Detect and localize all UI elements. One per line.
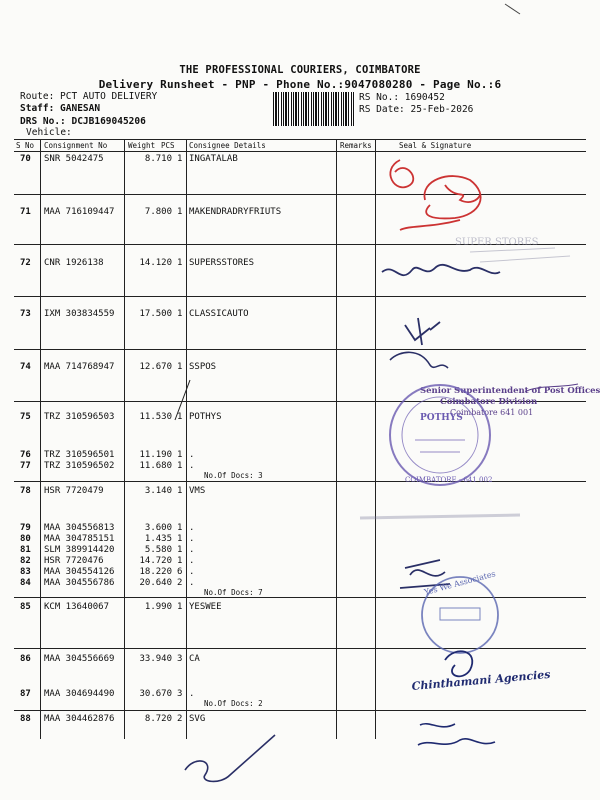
row-weight: 11.530 [139, 412, 172, 422]
row-consignee: . [189, 450, 195, 460]
row-weight: 3.140 [144, 486, 172, 496]
row-sno: 70 [20, 154, 31, 164]
row-pcs: 1 [177, 486, 183, 496]
row-consignment-no: MAA 304694490 [44, 689, 115, 699]
docs-count-note: No.Of Docs: 2 [204, 699, 263, 708]
row-sno: 75 [20, 412, 31, 422]
signature-72 [382, 265, 500, 275]
row-pcs: 1 [177, 450, 183, 460]
staff-label: Staff: GANESAN [20, 103, 101, 114]
vehicle-label: Vehicle: [26, 127, 72, 138]
stamp-superintendent-line1: Senior Superintendent of Post Offices [420, 386, 600, 396]
stamp-superintendent-line3: Coimbatore 641 001 [450, 408, 534, 417]
row-consignee: . [189, 689, 195, 699]
red-signature [390, 160, 480, 230]
row-consignee: . [189, 461, 195, 471]
col-header-consignee: Consignee Details [189, 141, 266, 150]
stamp-yes-we: Yes We Associates [423, 569, 497, 597]
row-consignment-no: HSR 7720479 [44, 486, 104, 496]
row-weight: 8.710 [144, 154, 172, 164]
row-pcs: 1 [177, 362, 183, 372]
row-consignee: . [189, 534, 195, 544]
col-header-sno: S No [16, 141, 35, 150]
stamp-chinthamani: Chinthamani Agencies [411, 667, 551, 693]
post-office-stamp [390, 352, 600, 417]
row-sno: 81 [20, 545, 31, 555]
col-header-seal-signature: Seal & Signature [399, 141, 472, 150]
row-weight: 1.435 [144, 534, 172, 544]
row-sno: 79 [20, 523, 31, 533]
rs-date: RS Date: 25-Feb-2026 [359, 104, 474, 115]
row-consignment-no: SNR 5042475 [44, 154, 104, 164]
row-consignment-no: TRZ 310596501 [44, 450, 115, 460]
rs-number: RS No.: 1690452 [359, 92, 445, 103]
col-header-consignment: Consignment No [44, 141, 108, 150]
chinthamani-signature [411, 651, 551, 693]
corner-mark [505, 4, 520, 14]
row-sno: 77 [20, 461, 31, 471]
row-sno: 86 [20, 654, 31, 664]
row-weight: 5.580 [144, 545, 172, 555]
row-consignee: . [189, 556, 195, 566]
stamp-superintendent-line2: Coimbatore Division [440, 397, 538, 407]
row-sno: 73 [20, 309, 31, 319]
row-weight: 11.190 [139, 450, 172, 460]
row-weight: 14.120 [139, 258, 172, 268]
signature-73 [405, 318, 440, 345]
row-weight: 14.720 [139, 556, 172, 566]
row-pcs: 2 [177, 578, 183, 588]
row-consignment-no: MAA 304785151 [44, 534, 115, 544]
stamp-super-stores: SUPER STORES [455, 237, 539, 248]
row-weight: 30.670 [139, 689, 172, 699]
runsheet-subtitle: Delivery Runsheet - PNP - Phone No.:9047080280 - Page No.:6 [98, 78, 502, 91]
row-weight: 11.680 [139, 461, 172, 471]
row-sno: 80 [20, 534, 31, 544]
col-header-remarks: Remarks [340, 141, 372, 150]
super-stores-stamp [455, 237, 570, 262]
row-weight: 17.500 [139, 309, 172, 319]
row-consignee: POTHYS [189, 412, 222, 422]
row-consignee: . [189, 523, 195, 533]
row-consignee: SVG [189, 714, 206, 724]
docs-count-note: No.Of Docs: 3 [204, 471, 263, 480]
row-pcs: 3 [177, 654, 183, 664]
row-weight: 8.720 [144, 714, 172, 724]
row-consignment-no: CNR 1926138 [44, 258, 104, 268]
row-pcs: 6 [177, 567, 183, 577]
row-pcs: 1 [177, 534, 183, 544]
stamp-pothys: POTHYS [420, 413, 463, 423]
row-consignee: SUPERSSTORES [189, 258, 255, 268]
row-pcs: 2 [177, 714, 183, 724]
row-pcs: 1 [177, 207, 183, 217]
bottom-scribble [185, 735, 275, 781]
row-pcs: 1 [177, 412, 183, 422]
row-consignee: CLASSICAUTO [189, 309, 249, 319]
row-sno: 78 [20, 486, 31, 496]
row-consignee: . [189, 578, 195, 588]
faint-stamp [360, 515, 520, 518]
row-sno: 71 [20, 207, 31, 217]
row-weight: 1.990 [144, 602, 172, 612]
row-consignment-no: MAA 304462876 [44, 714, 115, 724]
row-consignment-no: MAA 716109447 [44, 207, 115, 217]
row-consignment-no: MAA 714768947 [44, 362, 115, 372]
row-consignee: INGATALAB [189, 154, 238, 164]
row-sno: 84 [20, 578, 31, 588]
row-pcs: 3 [177, 689, 183, 699]
row-weight: 20.640 [139, 578, 172, 588]
row-consignee: . [189, 567, 195, 577]
stamp-pothys-city: COIMBATORE - 641 002 [405, 476, 493, 484]
row-consignment-no: SLM 389914420 [44, 545, 115, 555]
drs-number: DRS No.: DCJB169045206 [20, 116, 146, 127]
route-label: Route: PCT AUTO DELIVERY [20, 91, 158, 102]
row-sno: 87 [20, 689, 31, 699]
row-consignee: SSPOS [189, 362, 217, 372]
row-sno: 74 [20, 362, 31, 372]
row-weight: 18.220 [139, 567, 172, 577]
row-weight: 3.600 [144, 523, 172, 533]
row-sno: 76 [20, 450, 31, 460]
row-consignee: VMS [189, 486, 206, 496]
row-consignee: CA [189, 654, 200, 664]
row-sno: 82 [20, 556, 31, 566]
row-consignment-no: TRZ 310596502 [44, 461, 115, 471]
row-consignment-no: MAA 304556813 [44, 523, 115, 533]
row-sno: 85 [20, 602, 31, 612]
signature-88 [418, 724, 495, 745]
row-consignment-no: MAA 304554126 [44, 567, 115, 577]
row-pcs: 1 [177, 309, 183, 319]
row-pcs: 1 [177, 461, 183, 471]
row-consignment-no: MAA 304556669 [44, 654, 115, 664]
row-weight: 7.800 [144, 207, 172, 217]
yes-we-stamp [422, 569, 498, 653]
row-consignment-no: HSR 7720476 [44, 556, 104, 566]
col-header-weight: Weight [128, 141, 156, 150]
row-sno: 88 [20, 714, 31, 724]
row-consignee: . [189, 545, 195, 555]
row-consignee: MAKENDRADRYFRIUTS [189, 207, 282, 217]
docs-count-note: No.Of Docs: 7 [204, 588, 263, 597]
row-sno: 72 [20, 258, 31, 268]
row-consignee: YESWEE [189, 602, 222, 612]
row-pcs: 1 [177, 602, 183, 612]
row-pcs: 1 [177, 523, 183, 533]
row-consignment-no: TRZ 310596503 [44, 412, 115, 422]
tick-mark [175, 380, 190, 420]
row-pcs: 1 [177, 154, 183, 164]
row-pcs: 1 [177, 556, 183, 566]
row-weight: 12.670 [139, 362, 172, 372]
row-consignment-no: KCM 13640067 [44, 602, 110, 612]
row-weight: 33.940 [139, 654, 172, 664]
company-title: THE PROFESSIONAL COURIERS, COIMBATORE [179, 64, 421, 76]
col-header-pcs: PCS [161, 141, 175, 150]
row-consignment-no: IXM 303834559 [44, 309, 115, 319]
row-consignment-no: MAA 304556786 [44, 578, 115, 588]
row-pcs: 1 [177, 545, 183, 555]
row-pcs: 1 [177, 258, 183, 268]
row-sno: 83 [20, 567, 31, 577]
